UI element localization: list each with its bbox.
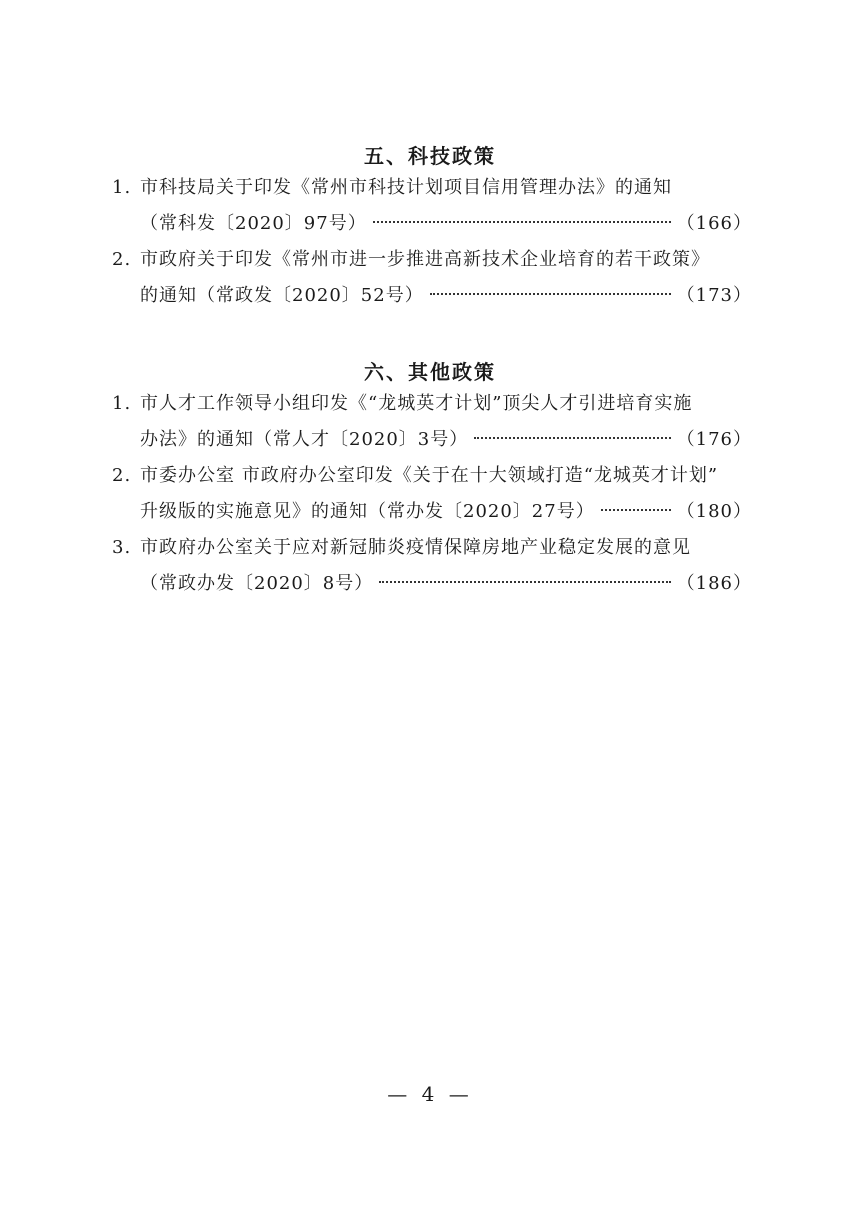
toc-entry[interactable] [112, 530, 752, 602]
section-title-other-policy: 六、其他政策 [364, 360, 496, 384]
entry-title-line2: 办法》的通知（常人才〔2020〕3号） [140, 429, 469, 450]
page-number: — 4 — [387, 1082, 473, 1106]
dot-leader [379, 581, 670, 583]
entry-page-ref: （173） [676, 285, 752, 306]
entry-title-line1: 市人才工作领导小组印发《“龙城英才计划”顶尖人才引进培育实施 [140, 393, 693, 414]
entry-number: 3. [112, 537, 132, 558]
entry-page-ref: （180） [676, 501, 752, 522]
entry-title-line2: （常科发〔2020〕97号） [140, 213, 367, 234]
entry-number: 1. [112, 177, 132, 198]
toc-entry[interactable] [112, 170, 752, 242]
entry-title-line1: 市科技局关于印发《常州市科技计划项目信用管理办法》的通知 [140, 177, 672, 198]
entry-page-ref: （166） [676, 213, 752, 234]
toc-entry[interactable] [112, 458, 752, 530]
entry-title-line1: 市政府关于印发《常州市进一步推进高新技术企业培育的若干政策》 [140, 249, 710, 270]
entry-title-line2: 升级版的实施意见》的通知（常办发〔2020〕27号） [140, 501, 595, 522]
dot-leader [430, 293, 671, 295]
entry-title-line1: 市政府办公室关于应对新冠肺炎疫情保障房地产业稳定发展的意见 [140, 537, 691, 558]
dot-leader [373, 221, 671, 223]
entry-title-line1: 市委办公室 市政府办公室印发《关于在十大领域打造“龙城英才计划” [140, 465, 719, 486]
entry-number: 2. [112, 465, 132, 486]
entry-number: 2. [112, 249, 132, 270]
dot-leader [601, 509, 671, 511]
entry-number: 1. [112, 393, 132, 414]
entry-page-ref: （176） [676, 429, 752, 450]
entry-page-ref: （186） [676, 573, 752, 594]
toc-entry[interactable] [112, 386, 752, 458]
entry-title-line2: （常政办发〔2020〕8号） [140, 573, 374, 594]
dot-leader [474, 437, 670, 439]
toc-entry[interactable] [112, 242, 752, 314]
section-title-tech-policy: 五、科技政策 [364, 144, 496, 168]
entry-title-line2: 的通知（常政发〔2020〕52号） [140, 285, 424, 306]
